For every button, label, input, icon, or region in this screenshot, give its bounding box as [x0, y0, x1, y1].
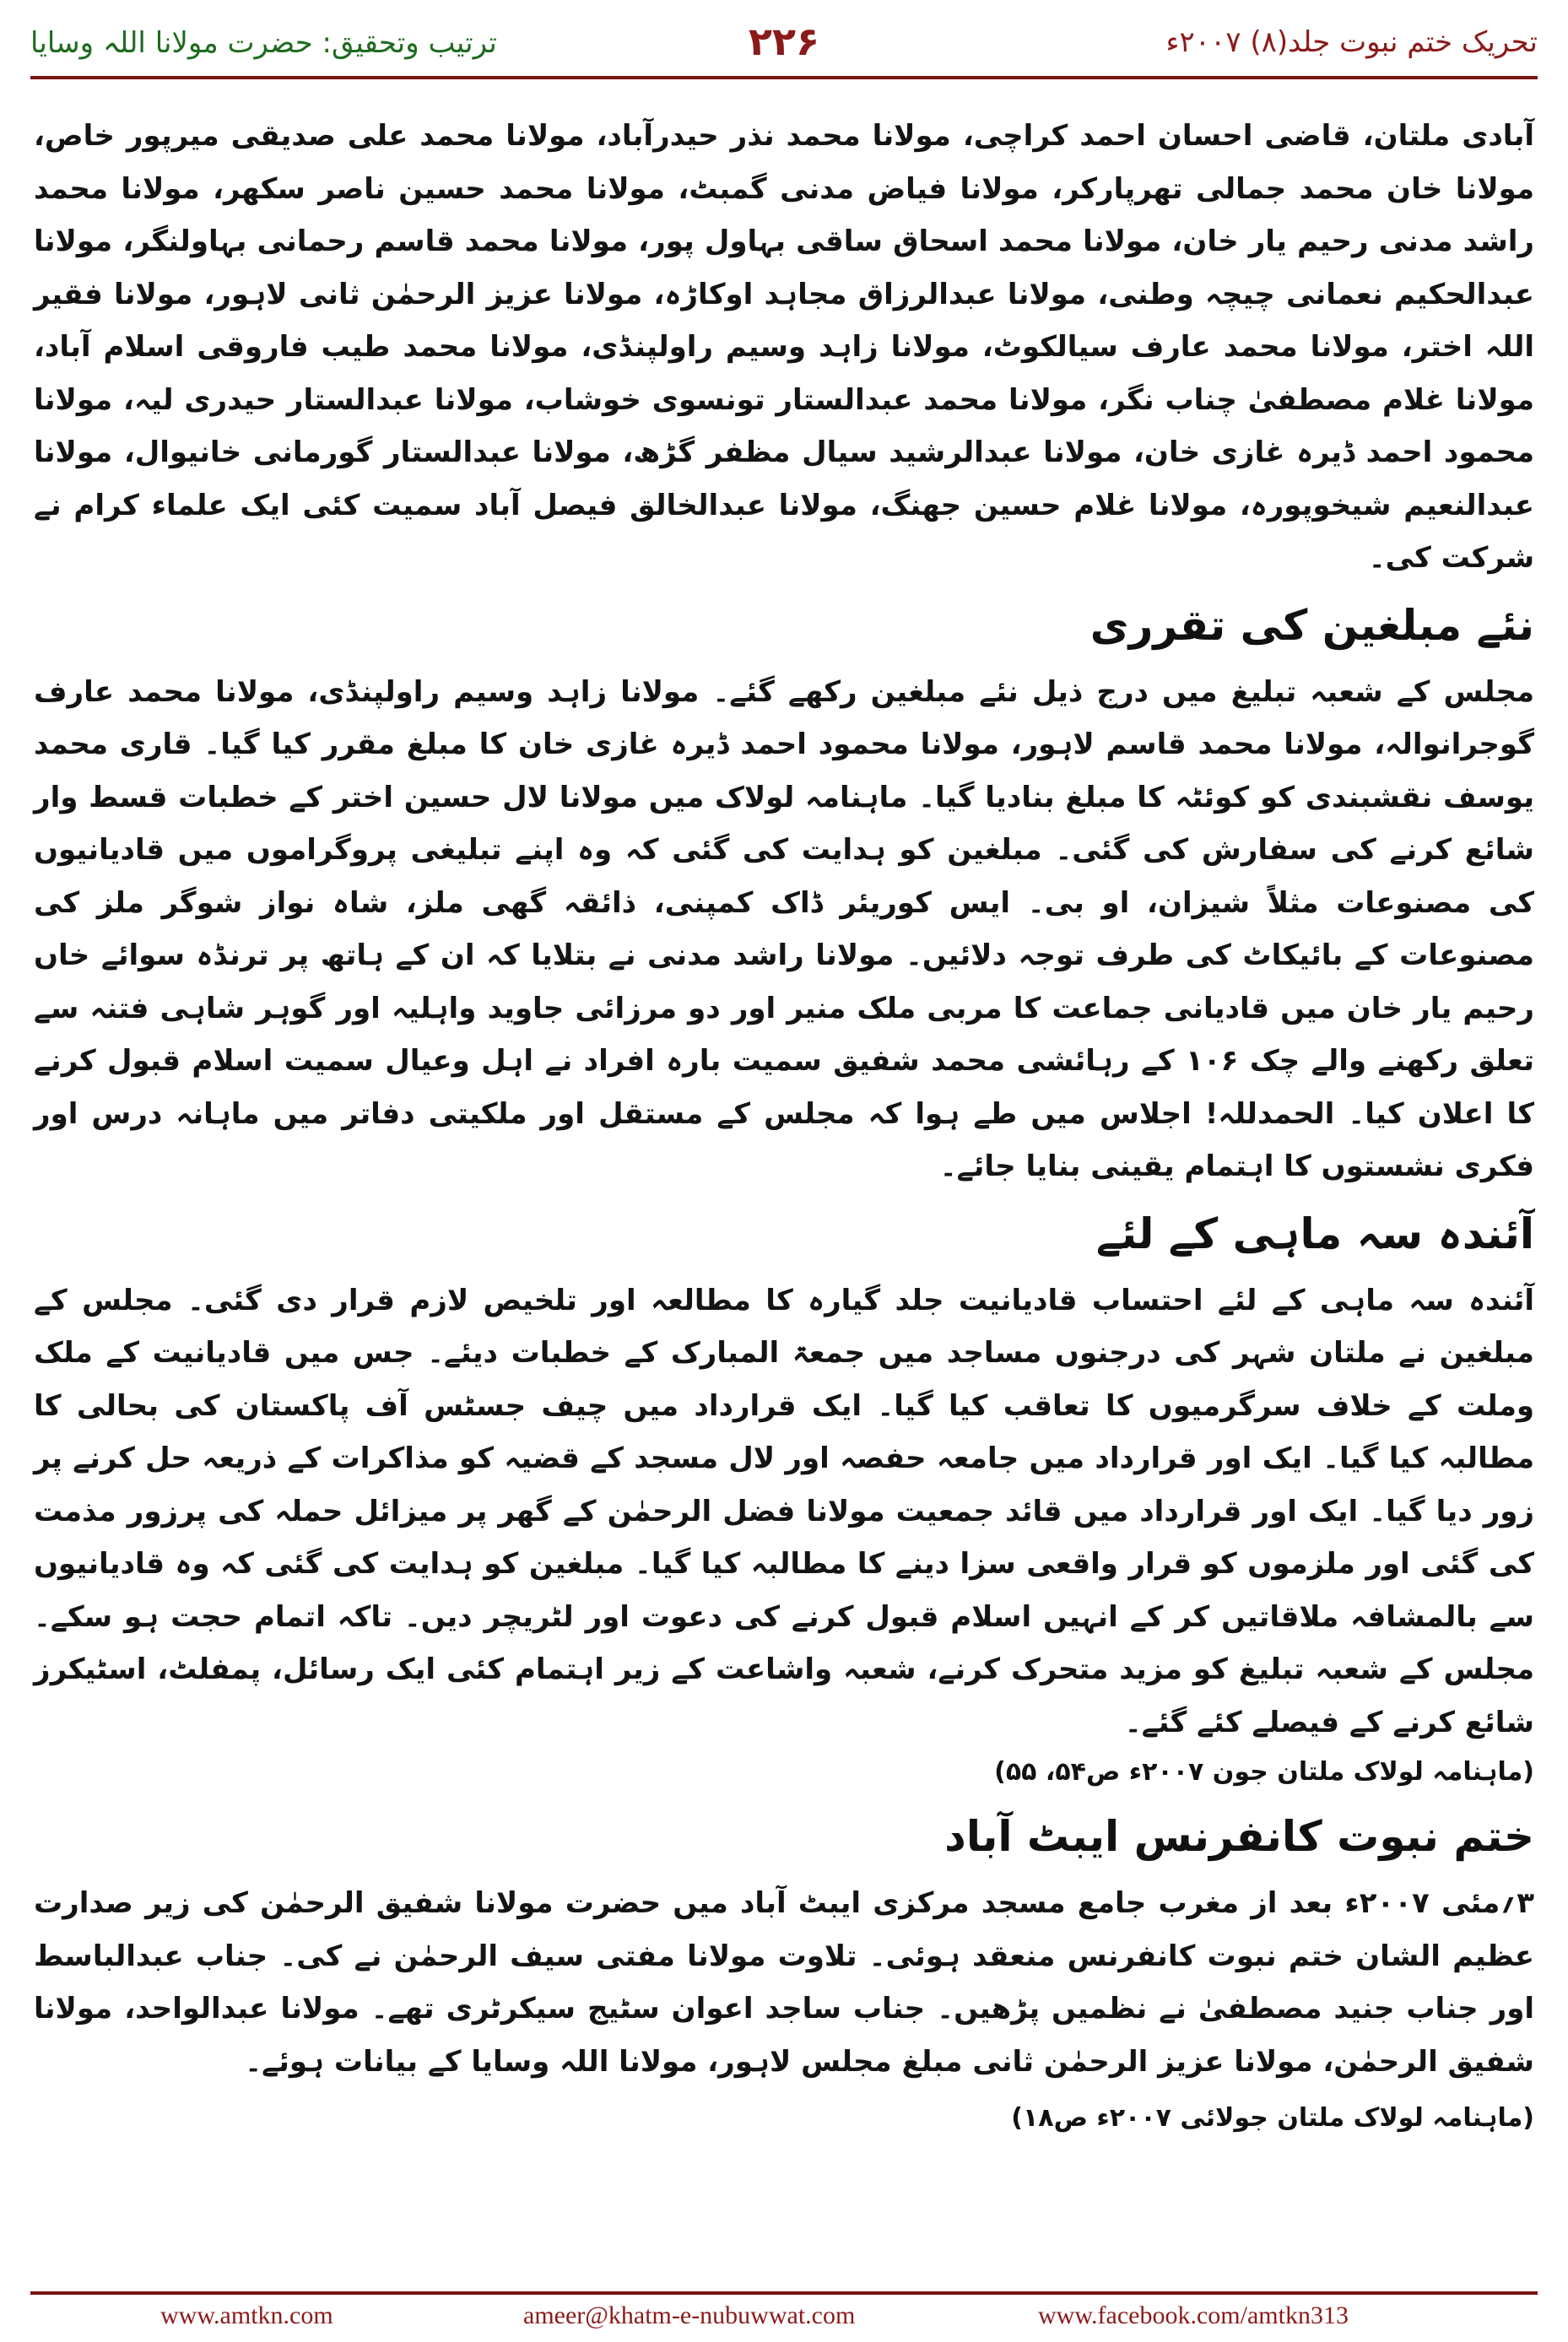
heading-new-preachers: نئے مبلغین کی تقرری [1089, 600, 1534, 650]
paragraph-attendees: آبادی ملتان، قاضی احسان احمد کراچی، مولانا محمد نذر حیدرآباد، مولانا محمد علی صدیقی میرپور خاص، مولانا خان محمد جمالی تھرپارکر، مولانا فیاض مدنی گمبٹ، مولانا محمد حسین ناصر سکھر، مولانا محمد راشد مدنی رحیم یار خان، مولانا محمد اسحاق ساقی بہاول پور، مولانا محمد قاسم رحمانی بہاولنگر، مولانا عبدالحکیم نعمانی چیچہ وطنی، مولانا عبدالرزاق مجاہد اوکاڑہ، مولانا عزیز الرحمٰن ثانی لاہور، مولانا فقیر اللہ اختر، مولانا محمد عارف سیالکوٹ، مولانا زاہد وسیم راولپنڈی، مولانا محمد طیب فاروقی اسلام آباد، مولانا غلام مصطفیٰ چناب نگر، مولانا محمد عبدالستار تونسوی خوشاب، مولانا عبدالستار حیدری لیہ، مولانا محمود احمد ڈیرہ غازی خان، مولانا عبدالرشید سیال مظفر گڑھ، مولانا عبدالستار گورمانی خانیوال، مولانا عبدالنعیم شیخوپورہ، مولانا غلام حسین جھنگ، مولانا عبدالخالق فیصل آباد سمیت کئی ایک علماء کرام نے شرکت کی۔ [34, 119, 1534, 575]
page-body [34, 110, 1534, 2142]
paragraph-abbottabad-conference: ۳؍مئی ۲۰۰۷ء بعد از مغرب جامع مسجد مرکزی ایبٹ آباد میں حضرت مولانا شفیق الرحمٰن کی زیر صدارت عظیم الشان ختم نبوت کانفرنس منعقد ہوئی۔ تلاوت مولانا مفتی سیف الرحمٰن نے کی۔ جناب عبدالباسط اور جناب جنید مصطفیٰ نے نظمیں پڑھیں۔ جناب ساجد اعوان سٹیج سیکرٹری تھے۔ مولانا عبدالواحد، مولانا شفیق الرحمٰن، مولانا عزیز الرحمٰن ثانی مبلغ مجلس لاہور، مولانا اللہ وسایا کے بیانات ہوئے۔ [34, 1886, 1534, 2079]
compiler-credit: ترتیب وتحقیق: حضرت مولانا اللہ وسایا [30, 26, 497, 60]
paragraph-new-preachers: مجلس کے شعبہ تبلیغ میں درج ذیل نئے مبلغین رکھے گئے۔ مولانا زاہد وسیم راولپنڈی، مولانا محمد عارف گوجرانوالہ، مولانا محمد قاسم لاہور، مولانا محمود احمد ڈیرہ غازی خان کا مبلغ مقرر کیا گیا۔ قاری محمد یوسف نقشبندی کو کوئٹہ کا مبلغ بنادیا گیا۔ ماہنامہ لولاک میں مولانا لال حسین اختر کے خطبات قسط وار شائع کرنے کی سفارش کی گئی۔ مبلغین کو ہدایت کی گئی کہ وہ اپنے تبلیغی پروگراموں میں قادیانیوں کی مصنوعات مثلاً شیزان، او بی۔ ایس کوریئر ڈاک کمپنی، ذائقہ گھی ملز، شاہ نواز شوگر ملز کی مصنوعات کے بائیکاٹ کی طرف توجہ دلائیں۔ مولانا راشد مدنی نے بتلایا کہ ان کے ہاتھ پر ترنڈہ سوائے خاں رحیم یار خان میں قادیانی جماعت کا مربی ملک منیر اور دو مرزائی جاوید واہلیہ اور گوہر شاہی فتنہ سے تعلق رکھنے والے چک ۱۰۶ کے رہائشی محمد شفیق سمیت بارہ افراد نے اہل وعیال سمیت اسلام قبول کرنے کا اعلان کیا۔ الحمدللہ! اجلاس میں طے ہوا کہ مجلس کے مستقل اور ملکیتی دفاتر میں ماہانہ درس اور فکری نشستوں کا اہتمام یقینی بنایا جائے۔ [34, 674, 1534, 1183]
page-header [0, 0, 1568, 78]
website-link[interactable]: www.amtkn.com [160, 2301, 333, 2329]
page-footer [0, 2291, 1568, 2342]
series-title: تحریک ختم نبوت جلد(۸) ۲۰۰۷ء [1165, 25, 1538, 59]
facebook-link[interactable]: www.facebook.com/amtkn313 [1038, 2301, 1349, 2329]
page-number: ۲۲۶ [748, 19, 820, 64]
paragraph-next-quarter: آئندہ سہ ماہی کے لئے احتساب قادیانیت جلد گیارہ کا مطالعہ اور تلخیص لازم قرار دی گئی۔ مجلس کے مبلغین نے ملتان شہر کی درجنوں مساجد میں جمعۃ المبارک کے خطبات دیئے۔ جس میں قادیانیت کے ملک وملت کے خلاف سرگرمیوں کا تعاقب کیا گیا۔ ایک قرارداد میں چیف جسٹس آف پاکستان کی بحالی کا مطالبہ کیا گیا۔ ایک اور قرارداد میں جامعہ حفصہ اور لال مسجد کے قضیہ کو مذاکرات کے ذریعہ حل کرنے پر زور دیا گیا۔ ایک اور قرارداد میں قائد جمعیت مولانا فضل الرحمٰن کے گھر پر میزائل حملہ کی پرزور مذمت کی گئی اور ملزموں کو قرار واقعی سزا دینے کا مطالبہ کیا گیا۔ مبلغین کو ہدایت کی گئی کہ وہ قادیانیوں سے بالمشافہ ملاقاتیں کر کے انہیں اسلام قبول کرنے کی دعوت اور لٹریچر دیں۔ تاکہ اتمام حجت ہو سکے۔ مجلس کے شعبہ تبلیغ کو مزید متحرک کرنے، شعبہ واشاعت کے زیر اہتمام کئی ایک رسائل، پمفلٹ، اسٹیکرز شائع کرنے کے فیصلے کئے گئے۔ [34, 1283, 1534, 1739]
source-citation-june: (ماہنامہ لولاک ملتان جون ۲۰۰۷ء ص۵۴، ۵۵) [994, 1757, 1534, 1787]
header-divider [30, 76, 1538, 79]
source-citation-july: (ماہنامہ لولاک ملتان جولائی ۲۰۰۷ء ص۱۸) [1011, 2103, 1534, 2133]
footer-divider [30, 2291, 1538, 2295]
email-link[interactable]: ameer@khatm-e-nubuwwat.com [523, 2301, 856, 2329]
heading-abbottabad-conference: ختم نبوت کانفرنس ایبٹ آباد [944, 1812, 1534, 1861]
heading-next-quarter: آئندہ سہ ماہی کے لئے [1095, 1209, 1534, 1258]
